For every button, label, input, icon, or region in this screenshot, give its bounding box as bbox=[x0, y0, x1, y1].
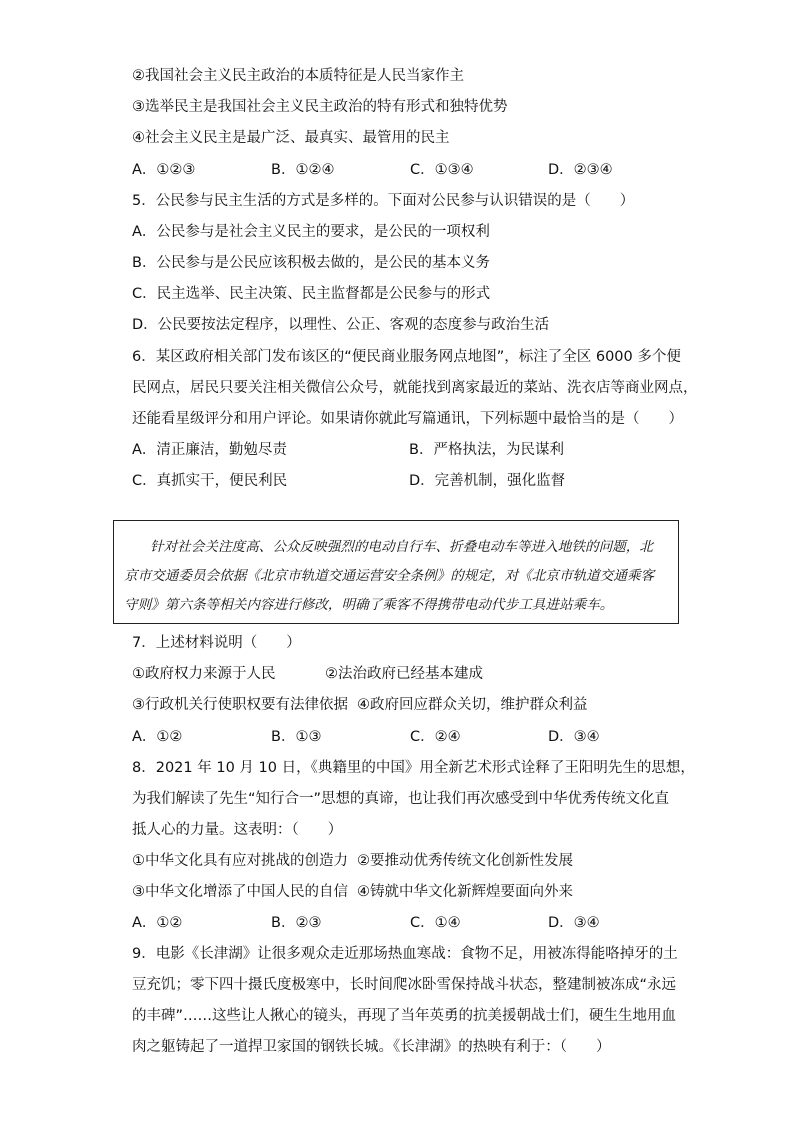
q9-stem-line-2: 豆充饥；零下四十摄氏度极寒中，长时间爬冰卧雪保持战斗状态，整建制被冻成“永远 bbox=[132, 977, 677, 993]
q7-option-d: D．③④ bbox=[548, 729, 600, 745]
q8-option-b: B．②③ bbox=[271, 915, 322, 931]
q8-statement-2: ②要推动优秀传统文化创新性发展 bbox=[357, 853, 573, 869]
q4-statement-3: ③选举民主是我国社会主义民主政治的特有形式和独特优势 bbox=[132, 99, 508, 115]
q9-stem-line-1: 9．电影《长津湖》让很多观众走近那场热血寒战：食物不足，用被冻得能咯掉牙的土 bbox=[132, 946, 678, 962]
q5-choice-b: B．公民参与是公民应该积极去做的，是公民的基本义务 bbox=[132, 255, 490, 271]
q8-statement-1: ①中华文化具有应对挑战的创造力 bbox=[132, 853, 348, 869]
q5-choice-a: A．公民参与是社会主义民主的要求，是公民的一项权利 bbox=[132, 224, 490, 240]
q8-option-a: A．①② bbox=[132, 915, 183, 931]
q8-statement-4: ④铸就中华文化新辉煌要面向外来 bbox=[357, 884, 573, 900]
q8-stem-line-3: 抵人心的力量。这表明：（ ） bbox=[132, 822, 343, 838]
q4-statement-2: ②我国社会主义民主政治的本质特征是人民当家作主 bbox=[132, 68, 464, 84]
q4-option-c: C．①③④ bbox=[410, 162, 474, 178]
q8-stem-line-2: 为我们解读了先生“知行合一”思想的真谛，也让我们再次感受到中华优秀传统文化直 bbox=[132, 791, 670, 807]
material-box bbox=[113, 520, 679, 624]
q7-statement-2: ②法治政府已经基本建成 bbox=[325, 666, 483, 682]
material-line-3: 守则》第六条等相关内容进行修改，明确了乘客不得携带电动代步工具进站乘车。 bbox=[124, 597, 614, 613]
q8-stem-line-1: 8．2021 年 10 月 10 日，《典籍里的中国》用全新艺术形式诠释了王阳明先生的思想， bbox=[132, 760, 695, 776]
q7-option-a: A．①② bbox=[132, 729, 183, 745]
material-line-2: 京市交通委员会依据《北京市轨道交通运营安全条例》的规定，对《北京市轨道交通乘客 bbox=[124, 568, 655, 584]
q6-stem-line-1: 6．某区政府相关部门发布该区的“便民商业服务网点地图”，标注了全区 6000 多个便 bbox=[132, 349, 681, 365]
q9-stem-line-4: 肉之躯铸起了一道捍卫家国的钢铁长城。《长津湖》的热映有利于：（ ） bbox=[132, 1039, 611, 1055]
q5-choice-c: C．民主选举、民主决策、民主监督都是公民参与的形式 bbox=[132, 286, 491, 302]
q9-stem-line-3: 的丰碑”……这些让人揪心的镜头，再现了当年英勇的抗美援朝战士们，硬生生地用血 bbox=[132, 1008, 677, 1024]
q6-stem-line-2: 民网点，居民只要关注相关微信公众号，就能找到离家最近的菜站、洗衣店等商业网点， bbox=[132, 380, 698, 396]
q6-option-b: B．严格执法，为民谋利 bbox=[409, 442, 564, 458]
q4-statement-4: ④社会主义民主是最广泛、最真实、最管用的民主 bbox=[132, 130, 450, 146]
q4-option-b: B．①②④ bbox=[271, 162, 335, 178]
q4-option-a: A．①②③ bbox=[132, 162, 196, 178]
q8-option-c: C．①④ bbox=[410, 915, 461, 931]
q6-option-a: A．清正廉洁，勤勉尽责 bbox=[132, 442, 287, 458]
q8-option-d: D．③④ bbox=[548, 915, 600, 931]
q8-statement-3: ③中华文化增添了中国人民的自信 bbox=[132, 884, 348, 900]
q7-statement-3: ③行政机关行使职权要有法律依据 bbox=[132, 697, 348, 713]
q4-option-d: D．②③④ bbox=[548, 162, 613, 178]
material-line-1: 针对社会关注度高、公众反映强烈的电动自行车、折叠电动车等进入地铁的问题，北 bbox=[150, 539, 653, 555]
q7-option-c: C．②④ bbox=[410, 729, 461, 745]
q7-statement-4: ④政府回应群众关切，维护群众利益 bbox=[357, 697, 588, 713]
q7-stem: 7．上述材料说明（ ） bbox=[132, 635, 301, 651]
q7-option-b: B．①③ bbox=[271, 729, 322, 745]
q6-option-d: D．完善机制，强化监督 bbox=[409, 473, 566, 489]
q6-stem-line-3: 还能看星级评分和用户评论。如果请你就此写篇通讯，下列标题中最恰当的是（ ） bbox=[132, 411, 683, 427]
q5-choice-d: D．公民要按法定程序，以理性、公正、客观的态度参与政治生活 bbox=[132, 317, 550, 333]
q6-option-c: C．真抓实干，便民利民 bbox=[132, 473, 288, 489]
q7-statement-1: ①政府权力来源于人民 bbox=[132, 666, 276, 682]
q5-stem: 5．公民参与民主生活的方式是多样的。下面对公民参与认识错误的是（ ） bbox=[132, 193, 635, 209]
